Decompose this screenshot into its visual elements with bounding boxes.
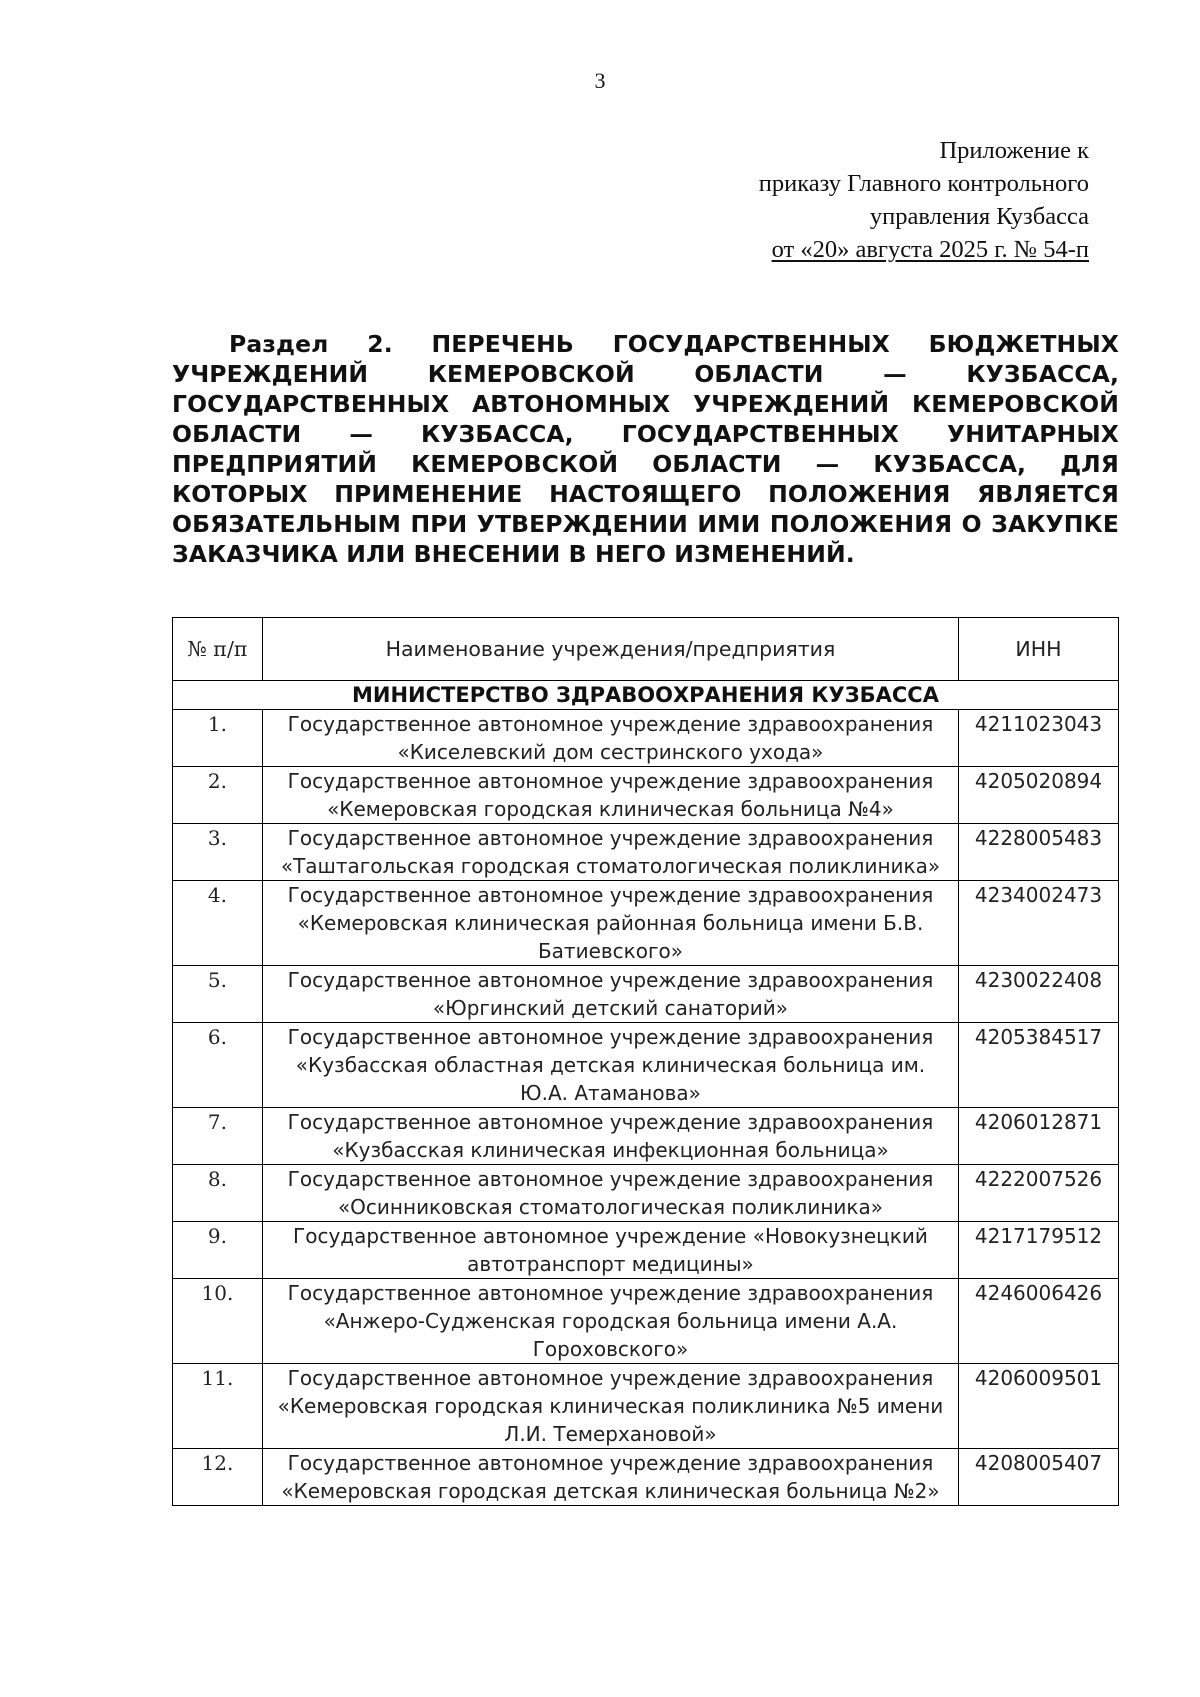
institution-name: Государственное автономное учреждение здравоохранения «Кемеровская городская детская клиническая больница №2»	[262, 1449, 958, 1506]
table-row	[173, 1108, 1119, 1165]
row-number: 7.	[173, 1108, 263, 1165]
institution-inn: 4205020894	[959, 767, 1119, 824]
institution-inn: 4206009501	[959, 1364, 1119, 1449]
institution-name: Государственное автономное учреждение здравоохранения «Анжеро-Судженская городская больница имени А.А. Гороховского»	[262, 1279, 958, 1364]
row-number: 6.	[173, 1023, 263, 1108]
row-number: 12.	[173, 1449, 263, 1506]
institution-name: Государственное автономное учреждение «Новокузнецкий автотранспорт медицины»	[262, 1222, 958, 1279]
section-title-text: Раздел 2. ПЕРЕЧЕНЬ ГОСУДАРСТВЕННЫХ БЮДЖЕТНЫХ УЧРЕЖДЕНИЙ КЕМЕРОВСКОЙ ОБЛАСТИ — КУЗБАССА, ГОСУДАРСТВЕННЫХ АВТОНОМНЫХ УЧРЕЖДЕНИЙ КЕМЕРОВСКОЙ ОБЛАСТИ — КУЗБАССА, ГОСУДАРСТВЕННЫХ УНИТАРНЫХ ПРЕДПРИЯТИЙ КЕМЕРОВСКОЙ ОБЛАСТИ — КУЗБАССА, ДЛЯ КОТОРЫХ ПРИМЕНЕНИЕ НАСТОЯЩЕГО ПОЛОЖЕНИЯ ЯВЛЯЕТСЯ ОБЯЗАТЕЛЬНЫМ ПРИ УТВЕРЖДЕНИИ ИМИ ПОЛОЖЕНИЯ О ЗАКУПКЕ ЗАКАЗЧИКА ИЛИ ВНЕСЕНИИ В НЕГО ИЗМЕНЕНИЙ.	[172, 330, 1119, 568]
group-row	[173, 681, 1119, 710]
appendix-header	[759, 134, 1089, 266]
appendix-line: приказу Главного контрольного	[758, 170, 1089, 197]
institution-name: Государственное автономное учреждение здравоохранения «Кемеровская клиническая районная больница имени Б.В. Батиевского»	[262, 881, 958, 966]
institution-name: Государственное автономное учреждение здравоохранения «Киселевский дом сестринского ухода»	[262, 710, 958, 767]
table-row	[173, 1449, 1119, 1506]
row-number: 11.	[173, 1364, 263, 1449]
institutions-table	[172, 617, 1119, 1506]
table-row	[173, 1222, 1119, 1279]
section-title	[172, 329, 1119, 569]
row-number: 3.	[173, 824, 263, 881]
row-number: 9.	[173, 1222, 263, 1279]
institution-inn: 4234002473	[959, 881, 1119, 966]
institution-inn: 4211023043	[959, 710, 1119, 767]
row-number: 4.	[173, 881, 263, 966]
institution-name: Государственное автономное учреждение здравоохранения «Кузбасская областная детская клиническая больница им. Ю.А. Атаманова»	[262, 1023, 958, 1108]
table-row	[173, 966, 1119, 1023]
row-number: 10.	[173, 1279, 263, 1364]
column-header-number: № п/п	[173, 618, 263, 681]
appendix-line: управления Кузбасса	[869, 203, 1089, 230]
row-number: 1.	[173, 710, 263, 767]
table-row	[173, 1165, 1119, 1222]
institution-name: Государственное автономное учреждение здравоохранения «Осинниковская стоматологическая поликлиника»	[262, 1165, 958, 1222]
row-number: 5.	[173, 966, 263, 1023]
institution-inn: 4206012871	[959, 1108, 1119, 1165]
institution-name: Государственное автономное учреждение здравоохранения «Юргинский детский санаторий»	[262, 966, 958, 1023]
appendix-line: Приложение к	[939, 137, 1089, 164]
institution-inn: 4217179512	[959, 1222, 1119, 1279]
column-header-inn: ИНН	[959, 618, 1119, 681]
table-row	[173, 1279, 1119, 1364]
table-row	[173, 1023, 1119, 1108]
table-row	[173, 710, 1119, 767]
appendix-order-line	[759, 233, 1089, 266]
page-number: 3	[594, 68, 606, 93]
row-number: 8.	[173, 1165, 263, 1222]
institution-inn: 4222007526	[959, 1165, 1119, 1222]
table-header-row	[173, 618, 1119, 681]
table-row	[173, 1364, 1119, 1449]
table-row	[173, 767, 1119, 824]
institution-name: Государственное автономное учреждение здравоохранения «Кемеровская городская клиническая больница №4»	[262, 767, 958, 824]
institution-inn: 4208005407	[959, 1449, 1119, 1506]
table-row	[173, 824, 1119, 881]
table-row	[173, 881, 1119, 966]
column-header-name: Наименование учреждения/предприятия	[262, 618, 958, 681]
institution-name: Государственное автономное учреждение здравоохранения «Кемеровская городская клиническая поликлиника №5 имени Л.И. Темерхановой»	[262, 1364, 958, 1449]
institution-inn: 4228005483	[959, 824, 1119, 881]
institution-name: Государственное автономное учреждение здравоохранения «Кузбасская клиническая инфекционная больница»	[262, 1108, 958, 1165]
institution-inn: 4230022408	[959, 966, 1119, 1023]
row-number: 2.	[173, 767, 263, 824]
institution-inn: 4246006426	[959, 1279, 1119, 1364]
institution-inn: 4205384517	[959, 1023, 1119, 1108]
order-reference: от «20» августа 2025 г. № 54-п	[771, 236, 1089, 263]
institution-name: Государственное автономное учреждение здравоохранения «Таштагольская городская стоматологическая поликлиника»	[262, 824, 958, 881]
group-title-ministry: МИНИСТЕРСТВО ЗДРАВООХРАНЕНИЯ КУЗБАССА	[173, 681, 1119, 710]
